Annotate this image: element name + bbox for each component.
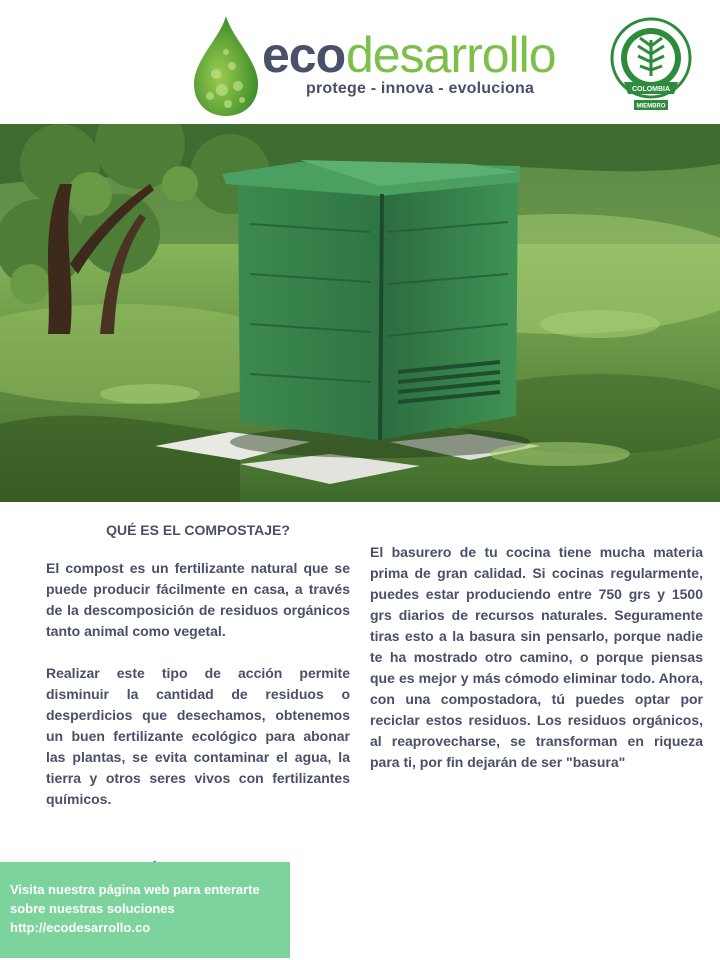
compost-bin-photo bbox=[0, 124, 720, 502]
seal-member: MIEMBRO bbox=[636, 103, 666, 110]
seal-country: COLOMBIA bbox=[631, 86, 671, 93]
brand-suffix: desarrollo bbox=[346, 27, 556, 83]
callout-line-2: sobre nuestras soluciones bbox=[10, 901, 175, 916]
kitchen-waste-paragraph: El basurero de tu cocina tiene mucha materia prima de gran calidad. Si cocinas regularmente, puedes estar produciendo entre 750 grs y 1500 grs diarios de recursos naturales. Seguramente tiras esto a la basura sin pensarlo, porque nadie te ha mostrado otro camino, o porque piensas que es mejor y más cómodo eliminar todo. Ahora, con una compostadora, tú puedes optar por reciclar estos residuos. Los residuos orgánicos, al reaprovecharse, se transforman en riqueza para ti, por fin dejarán de ser "basura" bbox=[370, 544, 703, 770]
green-building-council-seal-icon bbox=[610, 16, 692, 112]
composting-benefits-paragraph: Realizar este tipo de acción permite disminuir la cantidad de residuos o desperdicios que desechamos, obtenemos un buen fertilizante ecológico para abonar las plantas, se evita contaminar el agua, la tierra y otros seres vivos con fertilizantes químicos. bbox=[46, 665, 350, 807]
what-is-composting-heading: QUÉ ES EL COMPOSTAJE? bbox=[106, 522, 290, 538]
leaf-drop-logo-icon bbox=[192, 14, 260, 118]
brand-tagline: protege - innova - evoluciona bbox=[306, 80, 535, 97]
compost-bin-in-garden-icon bbox=[0, 124, 720, 502]
website-link[interactable]: http://ecodesarrollo.co bbox=[10, 920, 151, 935]
compost-definition-paragraph: El compost es un fertilizante natural que se puede producir fácilmente en casa, a través de la descomposición de residuos orgánicos tanto animal como vegetal. bbox=[46, 560, 350, 639]
brand-prefix: eco bbox=[262, 27, 346, 83]
website-callout-box bbox=[0, 862, 290, 958]
page-header bbox=[0, 0, 720, 124]
callout-line-1: Visita nuestra página web para enterarte bbox=[10, 882, 260, 897]
left-column bbox=[46, 522, 350, 831]
right-column bbox=[370, 542, 703, 794]
